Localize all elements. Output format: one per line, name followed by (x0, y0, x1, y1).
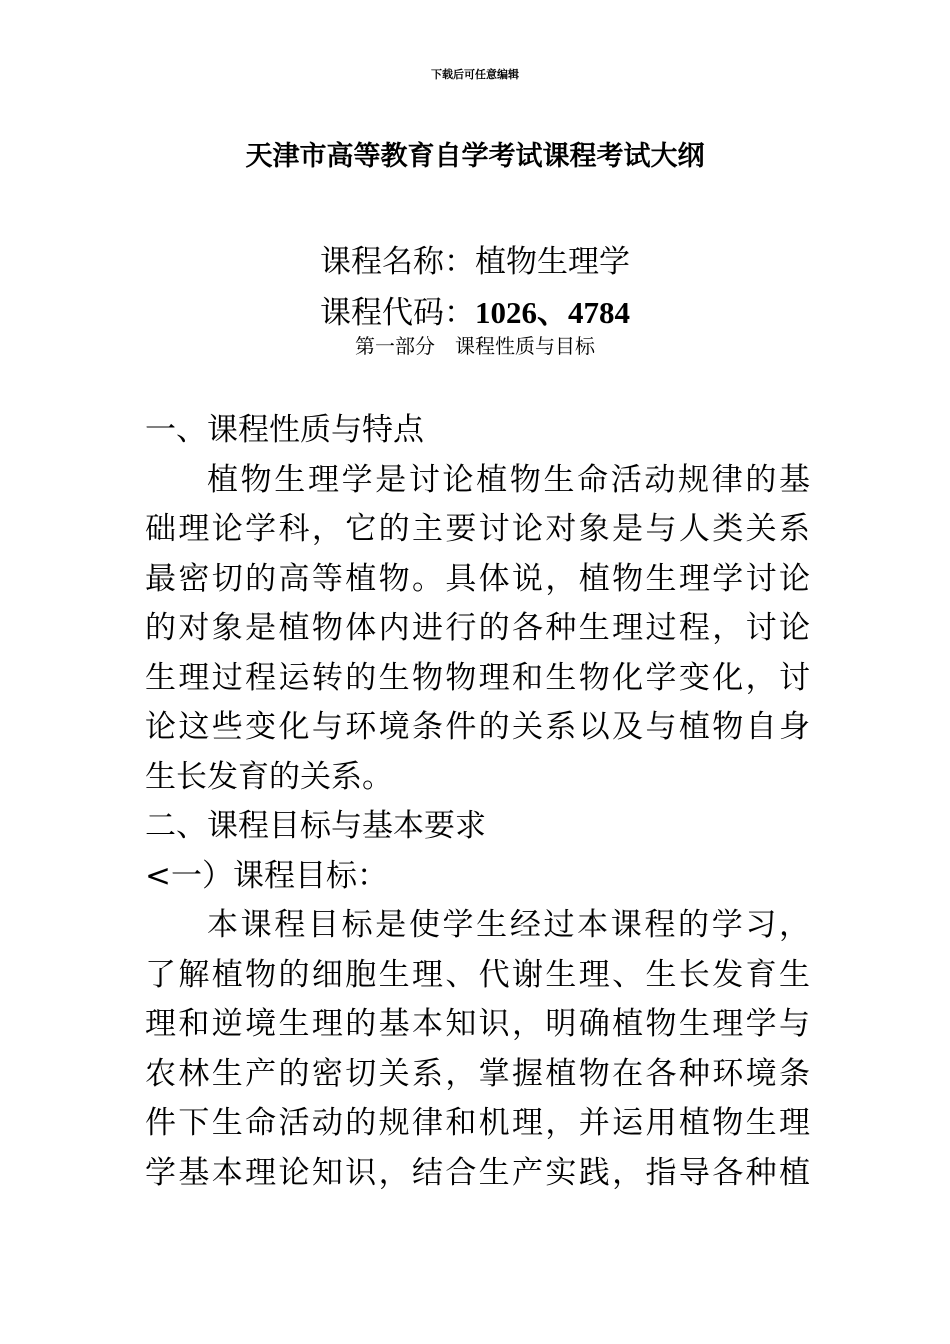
paragraph-line: 的对象是植物体内进行的各种生理过程，讨论 (145, 610, 810, 646)
part-heading: 第一部分 课程性质与目标 (355, 334, 595, 358)
course-name-label: 课程名称： (320, 244, 475, 280)
paragraph-line: 生理过程运转的生物物理和生物化学变化，讨 (145, 659, 810, 696)
course-code-label: 课程代码： (320, 295, 475, 331)
document-title: 天津市高等教育自学考试课程考试大纲 (245, 141, 705, 172)
paragraph-line: 学基本理论知识，结合生产实践，指导各种植 (145, 1154, 810, 1191)
section-2-heading: 二、课程目标与基本要求 (145, 808, 486, 844)
section-1-heading: 一、课程性质与特点 (145, 412, 424, 448)
body-text (145, 406, 810, 1198)
paragraph-line: 了解植物的细胞生理、代谢生理、生长发育生 (145, 956, 810, 993)
course-code (0, 287, 950, 332)
course-name-value: 植物生理学 (475, 244, 630, 280)
paragraph-line: 最密切的高等植物。具体说，植物生理学讨论 (145, 560, 810, 597)
paragraph-line: 件下生命活动的规律和机理，并运用植物生理 (145, 1105, 810, 1141)
paragraph-line: 植物生理学是讨论植物生命活动规律的基 (207, 461, 810, 498)
paragraph-line: 理和逆境生理的基本知识，明确植物生理学与 (145, 1006, 810, 1042)
paragraph-line: 础理论学科，它的主要讨论对象是与人类关系 (145, 511, 810, 547)
paragraph-line: 农林生产的密切关系，掌握植物在各种环境条 (145, 1055, 810, 1092)
course-name (0, 236, 950, 281)
paragraph-line: 本课程目标是使学生经过本课程的学习， (207, 907, 810, 943)
section-2-subheading: <一）课程目标： (145, 857, 388, 894)
paragraph-line: 生长发育的关系。 (145, 758, 393, 795)
header-note: 下载后可任意编辑 (431, 68, 519, 81)
course-code-value: 1026、4784 (475, 295, 630, 330)
paragraph-line: 论这些变化与环境条件的关系以及与植物自身 (145, 709, 810, 745)
